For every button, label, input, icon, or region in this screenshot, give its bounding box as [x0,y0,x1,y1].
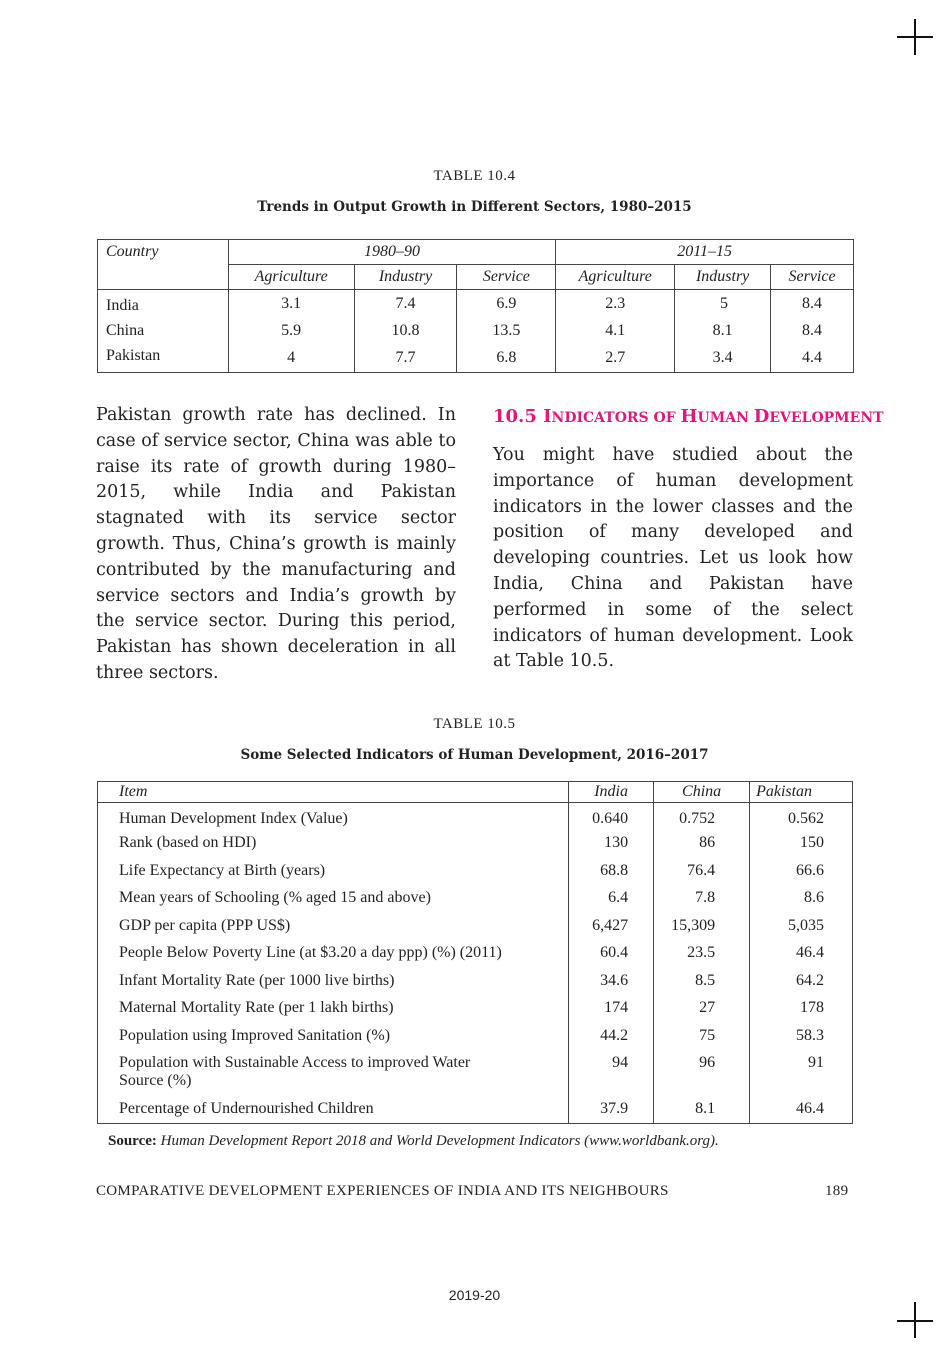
india-value-cell: 37.9 [569,1096,654,1124]
china-value-cell: 8.1 [654,1096,750,1124]
pakistan-value-cell: 58.3 [796,1026,824,1044]
country-cell: China [98,318,229,344]
item-cell: Rank (based on HDI) [98,830,569,858]
source-note [108,1133,719,1150]
value-cell: 4.1 [556,318,675,344]
table-header-row [98,782,853,803]
value-cell: 8.4 [802,322,823,339]
page-number: 189 [825,1183,849,1199]
period-header-row [98,240,854,265]
sector-header: Service [457,265,556,290]
item-cell: People Below Poverty Line (at $3.20 a day ppp) (%) (2011) [98,940,569,968]
pakistan-value-cell: 46.4 [796,944,824,961]
item-header: Item [98,782,569,803]
value-cell: 13.5 [457,318,556,344]
value-cell: 6.8 [457,344,556,372]
india-value-cell: 94 [569,1050,654,1096]
china-value-cell: 15,309 [654,913,750,941]
table-row [98,803,853,831]
sector-header: Industry [675,265,771,290]
india-value-cell: 0.640 [569,803,654,831]
item-cell: Human Development Index (Value) [98,803,569,831]
pakistan-value-cell: 5,035 [788,916,824,934]
value-cell: 7.4 [354,290,457,319]
table-row [98,1096,853,1124]
output-growth-table [97,239,854,373]
left-column-paragraph: Pakistan growth rate has declined. In case of service sector, China was able to raise its rate of growth during 1980–2015, while India and Pakistan stagnated with its service sector growth. Thus, China’s growth is mainly contributed by the manufacturing and service sectors and India’s growth by the service sector. During this period, Pakistan has shown deceleration in all three sectors. [96,405,456,683]
value-cell: 5.9 [228,318,354,344]
value-cell: 10.8 [354,318,457,344]
table-10-5-caption: TABLE 10.5 [433,716,516,732]
pakistan-value-cell: 91 [808,1054,824,1071]
country-header: Country [98,240,229,265]
china-value-cell: 7.8 [654,885,750,913]
crop-mark-top-right [897,19,933,55]
running-footer-title: COMPARATIVE DEVELOPMENT EXPERIENCES OF INDIA AND ITS NEIGHBOURS [96,1183,669,1199]
sector-header-row [98,265,854,290]
item-cell: Infant Mortality Rate (per 1000 live births) [98,968,569,996]
value-cell: 2.7 [556,344,675,372]
item-cell: Maternal Mortality Rate (per 1 lakh births) [98,995,569,1023]
pakistan-value-cell: 150 [800,834,824,851]
value-cell: 3.1 [228,290,354,319]
china-value-cell: 96 [654,1050,750,1096]
china-value-cell: 8.5 [654,968,750,996]
item-cell: GDP per capita (PPP US$) [98,913,569,941]
table-row [98,290,854,319]
china-value-cell: 86 [654,830,750,858]
table-row [98,913,853,941]
country-header: India [569,782,654,803]
india-value-cell: 60.4 [569,940,654,968]
source-label: Source: [108,1133,157,1149]
item-cell: Mean years of Schooling (% aged 15 and above) [98,885,569,913]
human-development-table [97,781,853,1124]
sector-header: Agriculture [228,265,354,290]
pakistan-value-cell: 64.2 [796,971,824,989]
period-header: 2011–15 [556,240,854,265]
sector-header: Service [771,265,854,290]
value-cell: 4.4 [802,348,823,366]
table-10-4-caption: TABLE 10.4 [433,168,516,184]
pakistan-value-cell: 46.4 [796,1100,824,1117]
india-value-cell: 6,427 [569,913,654,941]
country-cell: India [98,290,229,319]
section-heading: 10.5 INDICATORS OF HUMAN DEVELOPMENT [493,406,884,427]
period-header: 1980–90 [228,240,556,265]
country-cell: Pakistan [98,344,229,372]
table-row [98,344,854,372]
value-cell: 7.7 [354,344,457,372]
china-value-cell: 75 [654,1023,750,1051]
value-cell: 6.9 [457,290,556,319]
india-value-cell: 34.6 [569,968,654,996]
table-10-5-title: Some Selected Indicators of Human Development, 2016–2017 [240,747,709,763]
china-value-cell: 23.5 [654,940,750,968]
pakistan-value-cell: 66.6 [796,861,824,879]
table-row [98,1023,853,1051]
sector-header: Agriculture [556,265,675,290]
country-header: China [654,782,750,803]
source-text: Human Development Report 2018 and World Development Indicators (www.worldbank.org). [160,1133,719,1149]
country-header: Pakistan [756,783,813,800]
section-number: 10.5 [493,406,537,427]
edition-year: 2019-20 [448,1287,501,1303]
value-cell: 3.4 [675,344,771,372]
item-cell: Life Expectancy at Birth (years) [98,858,569,886]
value-cell: 2.3 [556,290,675,319]
value-cell: 4 [228,344,354,372]
table-row [98,995,853,1023]
value-cell: 8.4 [802,295,823,312]
table-row [98,885,853,913]
china-value-cell: 27 [654,995,750,1023]
item-cell: Percentage of Undernourished Children [98,1096,569,1124]
sector-header: Industry [354,265,457,290]
table-row [98,1050,853,1096]
pakistan-value-cell: 8.6 [804,889,824,906]
pakistan-value-cell: 0.562 [788,810,824,827]
pakistan-value-cell: 178 [800,999,824,1016]
table-row [98,940,853,968]
item-cell: Population using Improved Sanitation (%) [98,1023,569,1051]
china-value-cell: 76.4 [654,858,750,886]
value-cell: 8.1 [675,318,771,344]
india-value-cell: 44.2 [569,1023,654,1051]
table-row [98,968,853,996]
table-row [98,830,853,858]
right-column-paragraph: You might have studied about the importance of human development indicators in the lower classes and the position of many developed and developing countries. Let us look how India, China and Pakistan have performed in some of the select indicators of human development. Look at Table 10.5. [493,445,853,672]
table-row [98,858,853,886]
india-value-cell: 130 [569,830,654,858]
china-value-cell: 0.752 [654,803,750,831]
india-value-cell: 6.4 [569,885,654,913]
india-value-cell: 174 [569,995,654,1023]
value-cell: 5 [675,290,771,319]
india-value-cell: 68.8 [569,858,654,886]
item-cell: Population with Sustainable Access to improved Water Source (%) [98,1050,569,1096]
crop-mark-bottom-right [897,1302,933,1338]
table-10-4-title: Trends in Output Growth in Different Sectors, 1980–2015 [257,199,692,215]
table-row [98,318,854,344]
